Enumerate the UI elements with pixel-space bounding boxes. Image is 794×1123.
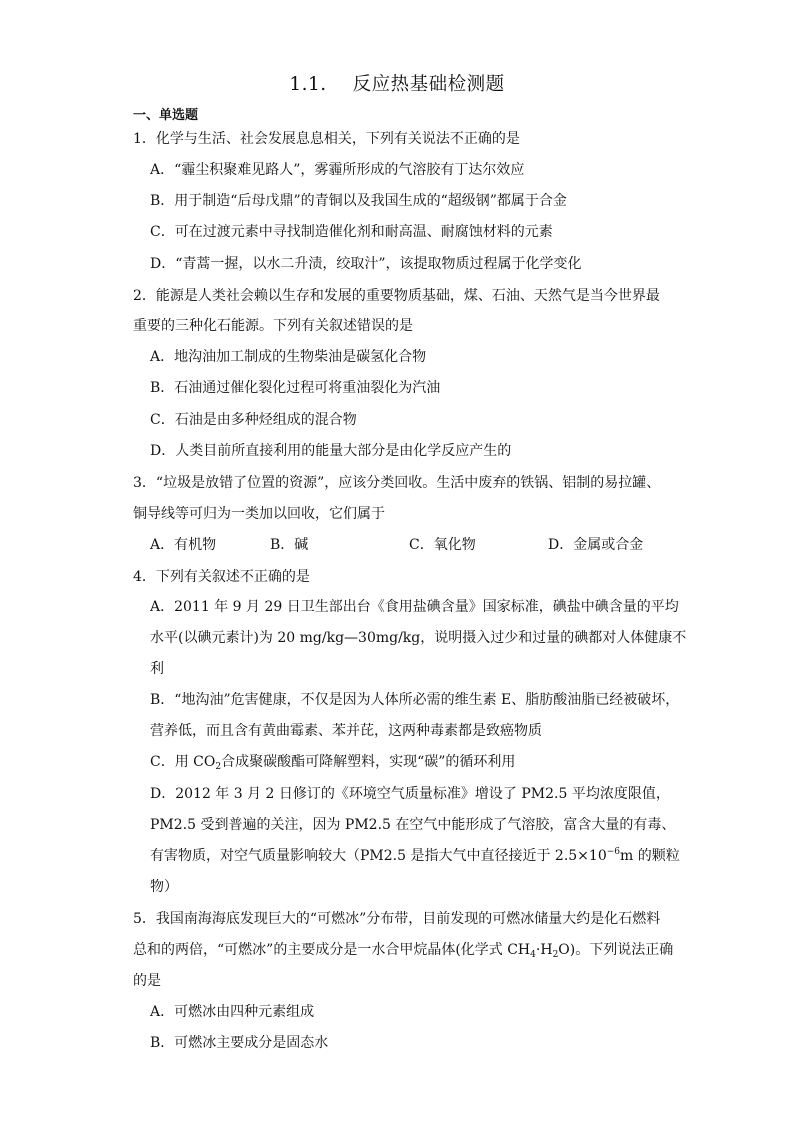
question-5-stem-line-1: 5．我国南海海底发现巨大的“可燃冰”分布带，目前发现的可燃冰储量大约是化石燃料 xyxy=(133,911,661,927)
question-3-option-b: B．碱 xyxy=(270,537,309,553)
question-4-option-b-line-2: 营养低，而且含有黄曲霉素、苯并芘，这两种毒素都是致癌物质 xyxy=(150,723,542,739)
q4-c-pre: C．用 CO xyxy=(150,754,216,770)
question-3-option-d: D．金属或合金 xyxy=(548,537,644,553)
question-5-option-a: A．可燃冰由四种元素组成 xyxy=(150,1004,315,1020)
question-3-option-a: A．有机物 xyxy=(150,537,217,553)
question-4-option-a-line-3: 利 xyxy=(150,661,164,677)
question-1-stem: 1．化学与生活、社会发展息息相关，下列有关说法不正确的是 xyxy=(133,131,520,147)
q5-stem2-end: O)。下列说法正确 xyxy=(558,942,674,958)
title-text: 反应热基础检测题 xyxy=(352,74,505,95)
question-1-option-a: A．“霾尘积聚难见路人”，雾霾所形成的气溶胶有丁达尔效应 xyxy=(150,162,525,178)
question-3-options-row xyxy=(150,535,670,555)
q4-d3-pre: 有害物质，对空气质量影响较大（PM2.5 是指大气中直径接近于 2.5×10 xyxy=(150,848,607,864)
question-2-stem-line-1: 2．能源是人类社会赖以生存和发展的重要物质基础，煤、石油、天然气是当今世界最 xyxy=(133,288,660,304)
question-4-option-c xyxy=(150,752,515,772)
question-4-option-a-line-2: 水平(以碘元素计)为 20 mg/kg—30mg/kg，说明摄入过少和过量的碘都对人体健康不 xyxy=(150,630,687,646)
q4-d3-post: m 的颗粒 xyxy=(620,848,680,864)
question-2-option-a: A．地沟油加工制成的生物柴油是碳氢化合物 xyxy=(150,349,427,365)
title-number: 1.1. xyxy=(289,74,327,95)
question-3-stem-line-1: 3．“垃圾是放错了位置的资源”，应该分类回收。生活中废弃的铁锅、铝制的易拉罐、 xyxy=(133,475,661,491)
question-4-stem: 4．下列有关叙述不正确的是 xyxy=(133,569,310,585)
question-2-option-d: D．人类目前所直接利用的能量大部分是由化学反应产生的 xyxy=(150,443,512,459)
question-4-option-b-line-1: B．“地沟油”危害健康，不仅是因为人体所必需的维生素 E、脂肪酸油脂已经被破坏， xyxy=(150,692,680,708)
q4-c-sub: 2 xyxy=(215,762,222,772)
question-2-option-b: B．石油通过催化裂化过程可将重油裂化为汽油 xyxy=(150,380,441,396)
page-title xyxy=(0,70,794,96)
question-5-stem-line-2 xyxy=(133,940,673,960)
q4-d3-sup: −6 xyxy=(606,847,621,857)
question-4-option-d-line-4: 物） xyxy=(150,879,178,895)
q5-stem2-sub: 4 xyxy=(530,950,536,960)
question-1-option-c: C．可在过渡元素中寻找制造催化剂和耐高温、耐腐蚀材料的元素 xyxy=(150,224,553,240)
q5-stem2-mid: ·H xyxy=(535,942,553,958)
question-5-stem-line-3: 的是 xyxy=(133,973,161,989)
question-4-option-d-line-3 xyxy=(150,846,680,866)
question-3-option-c: C．氧化物 xyxy=(409,537,476,553)
question-1-option-d: D．“青蒿一握，以水二升渍，绞取汁”，该提取物质过程属于化学变化 xyxy=(150,256,582,272)
q5-stem2-sub2: 2 xyxy=(552,950,559,960)
q5-stem2-pre: 总和的两倍，“可燃冰”的主要成分是一水合甲烷晶体(化学式 CH xyxy=(133,942,531,958)
question-4-option-d-line-2: PM2.5 受到普遍的关注，因为 PM2.5 在空气中能形成了气溶胶，富含大量的有毒、 xyxy=(150,817,676,833)
q4-c-post: 合成聚碳酸酯可降解塑料，实现“碳”的循环利用 xyxy=(221,754,516,770)
question-1-option-b: B．用于制造“后母戊鼎”的青铜以及我国生成的“超级钢”都属于合金 xyxy=(150,193,567,209)
section-heading: 一、单选题 xyxy=(133,108,199,123)
question-3-stem-line-2: 铜导线等可归为一类加以回收，它们属于 xyxy=(133,506,385,522)
question-2-option-c: C．石油是由多种烃组成的混合物 xyxy=(150,412,357,428)
question-4-option-d-line-1: D．2012 年 3 月 2 日修订的《环境空气质量标准》增设了 PM2.5 平均浓度限值， xyxy=(150,786,670,802)
question-5-option-b: B．可燃冰主要成分是固态水 xyxy=(150,1035,329,1051)
question-4-option-a-line-1: A．2011 年 9 月 29 日卫生部出台《食用盐碘含量》国家标准，碘盐中碘含量的平均 xyxy=(150,599,679,615)
question-2-stem-line-2: 重要的三种化石能源。下列有关叙述错误的是 xyxy=(133,318,413,334)
